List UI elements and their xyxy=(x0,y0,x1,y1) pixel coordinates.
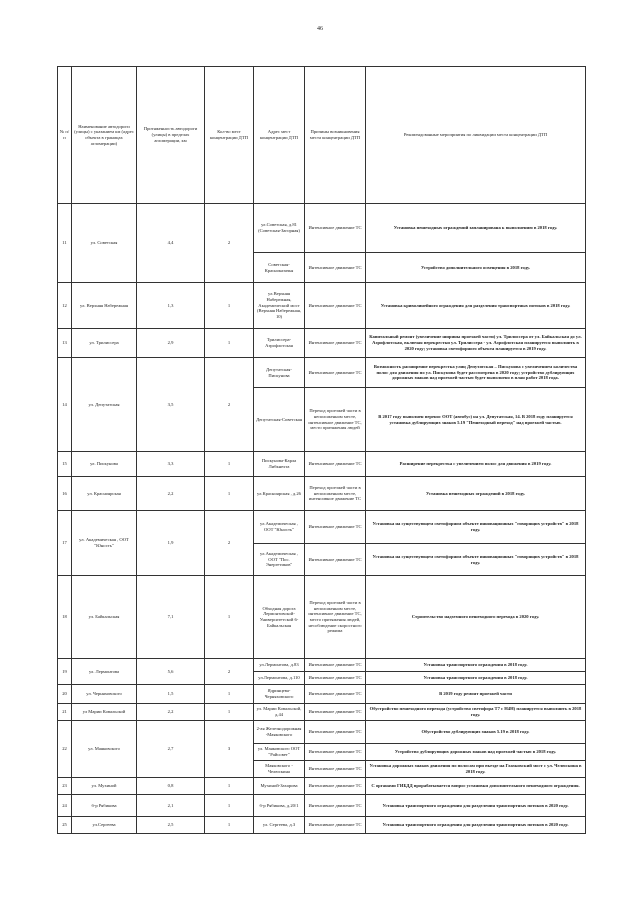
cause-cell: Интенсивное движение ТС xyxy=(305,704,366,721)
table-row xyxy=(58,452,586,477)
spot-count-cell: 1 xyxy=(205,685,254,704)
road-length-cell: 2,2 xyxy=(137,477,205,511)
row-number-cell: 19 xyxy=(58,659,72,685)
road-name-cell: ул. Трилиссера xyxy=(72,329,137,358)
road-name-cell: ул. Красноярская xyxy=(72,477,137,511)
col-header-count: Кол-во мест концентрации ДТП xyxy=(205,67,254,204)
measure-cell: Установка транспортного ограждения в 2018 году. xyxy=(366,659,586,672)
cause-cell: Интенсивное движение ТС xyxy=(305,283,366,329)
address-cell: Обходная дорога Лермонтовской-Университетской 6-Байкальская xyxy=(254,576,305,659)
row-number-cell: 22 xyxy=(58,721,72,778)
road-name-cell: ул. Депутатская xyxy=(72,358,137,452)
road-name-cell: ул. Черняховского xyxy=(72,685,137,704)
cause-cell: Интенсивное движение ТС xyxy=(305,744,366,761)
address-cell: Депутатская-Советская xyxy=(254,388,305,452)
measure-cell: Установка транспортного ограждения для разделения транспортных потоков в 2020 году. xyxy=(366,817,586,834)
cause-cell: Интенсивное движение ТС xyxy=(305,204,366,253)
measure-cell: Расширение перекрестка с увеличением полос для движения в 2019 году. xyxy=(366,452,586,477)
cause-cell: Интенсивное движение ТС xyxy=(305,795,366,817)
address-cell: Маяковского - Челюскина xyxy=(254,761,305,778)
measure-cell: В 2017 году выполнен перенос ООТ (автобус) на ул. Депутатская, 14. В 2018 году планируется установка дублирующих знаков 5.19 "Пешеходный переход" над проезжей частью. xyxy=(366,388,586,452)
spot-count-cell: 3 xyxy=(205,721,254,778)
spot-count-cell: 2 xyxy=(205,358,254,452)
spot-count-cell: 1 xyxy=(205,329,254,358)
spot-count-cell: 1 xyxy=(205,778,254,795)
cause-cell: Интенсивное движение ТС xyxy=(305,685,366,704)
address-cell: ул. Сергеева, д.3 xyxy=(254,817,305,834)
measure-cell: Строительство надземного пешеходного перехода в 2020 году. xyxy=(366,576,586,659)
table-row xyxy=(58,283,586,329)
cause-cell: Интенсивное движение ТС xyxy=(305,659,366,672)
cause-cell: Интенсивное движение ТС xyxy=(305,253,366,283)
road-length-cell: 1,3 xyxy=(137,283,205,329)
spot-count-cell: 1 xyxy=(205,795,254,817)
road-name-cell: ул Марии Ковальской xyxy=(72,704,137,721)
row-number-cell: 14 xyxy=(58,358,72,452)
road-name-cell: ул. Советская xyxy=(72,204,137,283)
col-header-address: Адрес мест концентрации ДТП xyxy=(254,67,305,204)
measure-cell: В 2019 году ремонт проезжей части xyxy=(366,685,586,704)
cause-cell: Интенсивное движение ТС xyxy=(305,778,366,795)
row-number-cell: 12 xyxy=(58,283,72,329)
measure-cell: Установка транспортного ограждения в 2018 году. xyxy=(366,672,586,685)
table-row xyxy=(58,721,586,744)
row-number-cell: 16 xyxy=(58,477,72,511)
table-row xyxy=(58,511,586,544)
road-length-cell: 3,3 xyxy=(137,452,205,477)
measure-cell: Установка пешеходных ограждений запланирована к выполнению в 2018 году. xyxy=(366,204,586,253)
row-number-cell: 24 xyxy=(58,795,72,817)
row-number-cell: 15 xyxy=(58,452,72,477)
road-length-cell: 1,9 xyxy=(137,511,205,576)
page-number: 46 xyxy=(317,26,323,32)
address-cell: ул.Лермонтова, д.83 xyxy=(254,659,305,672)
address-cell: ул.Советская, д.81 (Советская-Загорная) xyxy=(254,204,305,253)
row-number-cell: 20 xyxy=(58,685,72,704)
measure-cell: Обустройство пешеходного перехода (устройство светофора Т7 с Н4Н) планируется выполнить в 2018 году. xyxy=(366,704,586,721)
dtp-table xyxy=(57,66,586,834)
table-row xyxy=(58,685,586,704)
address-cell: Советская-Красноказачья xyxy=(254,253,305,283)
measure-cell: Капитальный ремонт (увеличение ширины проезжей части) ул. Трилиссера от ул. Байкальская до ул. Аэрофлотская, включая перекрестки ул. Трилиссера - ул. Аэрофлотская планируется выполнить в 2020 году; установка светофорного объекта планируется в 2019 году. xyxy=(366,329,586,358)
spot-count-cell: 1 xyxy=(205,576,254,659)
address-cell: ул.Лермонтова, д.110 xyxy=(254,672,305,685)
measure-cell: Возможность расширение перекрестка улиц Депутатская – Пискунова с увеличением количества полос для движения по ул. Пискунова будет рассмотрена в 2020 году; устройство дублирующих дорожных знаков над проезжей частью будет выполнено в план работ 2018 года. xyxy=(366,358,586,388)
road-name-cell: ул. Маяковского xyxy=(72,721,137,778)
measure-cell: Установка дорожных знаков движения по полосам при въезде на Глазковский мост с ул. Челюскина в 2018 году. xyxy=(366,761,586,778)
col-header-cause: Причины возникновения места концентрации ДТП xyxy=(305,67,366,204)
road-length-cell: 1,5 xyxy=(137,685,205,704)
table-row xyxy=(58,329,586,358)
address-cell: ул.Академическая , ООТ "Юность" xyxy=(254,511,305,544)
cause-cell: Переход проезжей части в неположенном месте, интенсивное движение ТС xyxy=(305,477,366,511)
table-row xyxy=(58,704,586,721)
road-name-cell: ул. Мухиной xyxy=(72,778,137,795)
cause-cell: Интенсивное движение ТС xyxy=(305,672,366,685)
address-cell: 2-ая Железнодорожная -Маяковского xyxy=(254,721,305,744)
spot-count-cell: 2 xyxy=(205,511,254,576)
cause-cell: Переход проезжей части в неположенном месте, интенсивное движение ТС, место притяжения людей, несоблюдение скоростного режима xyxy=(305,576,366,659)
table-row xyxy=(58,358,586,388)
cause-cell: Интенсивное движение ТС xyxy=(305,721,366,744)
measure-cell: Установка на существующем светофорном объекте инновационных "говорящих устройств" в 2018 году. xyxy=(366,544,586,576)
row-number-cell: 17 xyxy=(58,511,72,576)
row-number-cell: 11 xyxy=(58,204,72,283)
cause-cell: Интенсивное движение ТС xyxy=(305,544,366,576)
table-row xyxy=(58,576,586,659)
road-length-cell: 3,5 xyxy=(137,358,205,452)
measure-cell: Установка криволинейного ограждения для разделения транспортных потоков в 2018 году. xyxy=(366,283,586,329)
col-header-measures: Рекомендованные мероприятия по ликвидации места концентрации ДТП xyxy=(366,67,586,204)
measure-cell: Обустройство дублирующих знаков 5.19 в 2018 году. xyxy=(366,721,586,744)
table-row xyxy=(58,659,586,672)
row-number-cell: 25 xyxy=(58,817,72,834)
spot-count-cell: 2 xyxy=(205,659,254,685)
row-number-cell: 21 xyxy=(58,704,72,721)
table-row xyxy=(58,477,586,511)
measure-cell: Устройство дополнительного освещения в 2018 году. xyxy=(366,253,586,283)
address-cell: ул.Академическая , ООТ "Пос. Энергетиков" xyxy=(254,544,305,576)
spot-count-cell: 1 xyxy=(205,477,254,511)
col-header-num: № п/п xyxy=(58,67,72,204)
address-cell: ул.Верхняя Набережная, Академический мост (Верхняя Набережная, 10) xyxy=(254,283,305,329)
road-length-cell: 5,6 xyxy=(137,659,205,685)
address-cell: Пискунова-Карла Либкнехта xyxy=(254,452,305,477)
spot-count-cell: 1 xyxy=(205,817,254,834)
address-cell: Депутатская-Пискунова xyxy=(254,358,305,388)
road-name-cell: ул. Верхняя Набережная xyxy=(72,283,137,329)
row-number-cell: 18 xyxy=(58,576,72,659)
road-length-cell: 7,1 xyxy=(137,576,205,659)
cause-cell: Интенсивное движение ТС xyxy=(305,761,366,778)
cause-cell: Интенсивное движение ТС xyxy=(305,329,366,358)
col-header-length: Протяженность автодороги (улицы) в пределах агломерации, км xyxy=(137,67,205,204)
cause-cell: Переход проезжей части в неположенном месте, интенсивное движение ТС, место притяжения людей xyxy=(305,388,366,452)
address-cell: Ядринцева-Черняховского xyxy=(254,685,305,704)
address-cell: Мухиной-Захарова xyxy=(254,778,305,795)
road-length-cell: 2,2 xyxy=(137,704,205,721)
road-length-cell: 2,7 xyxy=(137,721,205,778)
measure-cell: Устройство дублирующих дорожных знаков над проезжей частью в 2018 году. xyxy=(366,744,586,761)
table-row xyxy=(58,795,586,817)
measure-cell: Установка на существующем светофорном объекте инновационных "говорящих устройств" в 2018 году. xyxy=(366,511,586,544)
road-length-cell: 2,5 xyxy=(137,817,205,834)
address-cell: ул. Маяковского ООТ "Райсовет" xyxy=(254,744,305,761)
road-name-cell: б-р Рябикова xyxy=(72,795,137,817)
address-cell: Трилиссера-Аэрофлотская xyxy=(254,329,305,358)
header-row xyxy=(58,67,586,204)
col-header-road: Наименование автодороги (улицы) с указанием км (адрес объекта в границах агломерации) xyxy=(72,67,137,204)
address-cell: ул. Марии Ковальской, д.44 xyxy=(254,704,305,721)
cause-cell: Интенсивное движение ТС xyxy=(305,817,366,834)
spot-count-cell: 2 xyxy=(205,204,254,283)
spot-count-cell: 1 xyxy=(205,283,254,329)
table-row xyxy=(58,204,586,253)
road-length-cell: 4,4 xyxy=(137,204,205,283)
row-number-cell: 23 xyxy=(58,778,72,795)
measure-cell: Установка транспортного ограждения для разделения транспортных потоков в 2020 году. xyxy=(366,795,586,817)
road-name-cell: ул.Сергеева xyxy=(72,817,137,834)
table-row xyxy=(58,778,586,795)
road-name-cell: ул. Лермонтова xyxy=(72,659,137,685)
table-row xyxy=(58,817,586,834)
road-name-cell: ул. Пискунова xyxy=(72,452,137,477)
measure-cell: Установка пешеходных ограждений в 2018 году. xyxy=(366,477,586,511)
road-name-cell: ул. Академическая , ООТ "Юность" xyxy=(72,511,137,576)
road-length-cell: 2,9 xyxy=(137,329,205,358)
cause-cell: Интенсивное движение ТС xyxy=(305,358,366,388)
road-length-cell: 2,1 xyxy=(137,795,205,817)
table-body xyxy=(58,204,586,834)
address-cell: б-р Рябикова, д.20/1 xyxy=(254,795,305,817)
road-name-cell: ул. Байкальская xyxy=(72,576,137,659)
spot-count-cell: 1 xyxy=(205,452,254,477)
cause-cell: Интенсивное движение ТС xyxy=(305,452,366,477)
cause-cell: Интенсивное движение ТС xyxy=(305,511,366,544)
measure-cell: С органами ГИБДД прорабатывается вопрос установки дополнительного пешеходного ограждения. xyxy=(366,778,586,795)
road-length-cell: 0,8 xyxy=(137,778,205,795)
spot-count-cell: 1 xyxy=(205,704,254,721)
address-cell: ул.Красноярская , д.26 xyxy=(254,477,305,511)
row-number-cell: 13 xyxy=(58,329,72,358)
